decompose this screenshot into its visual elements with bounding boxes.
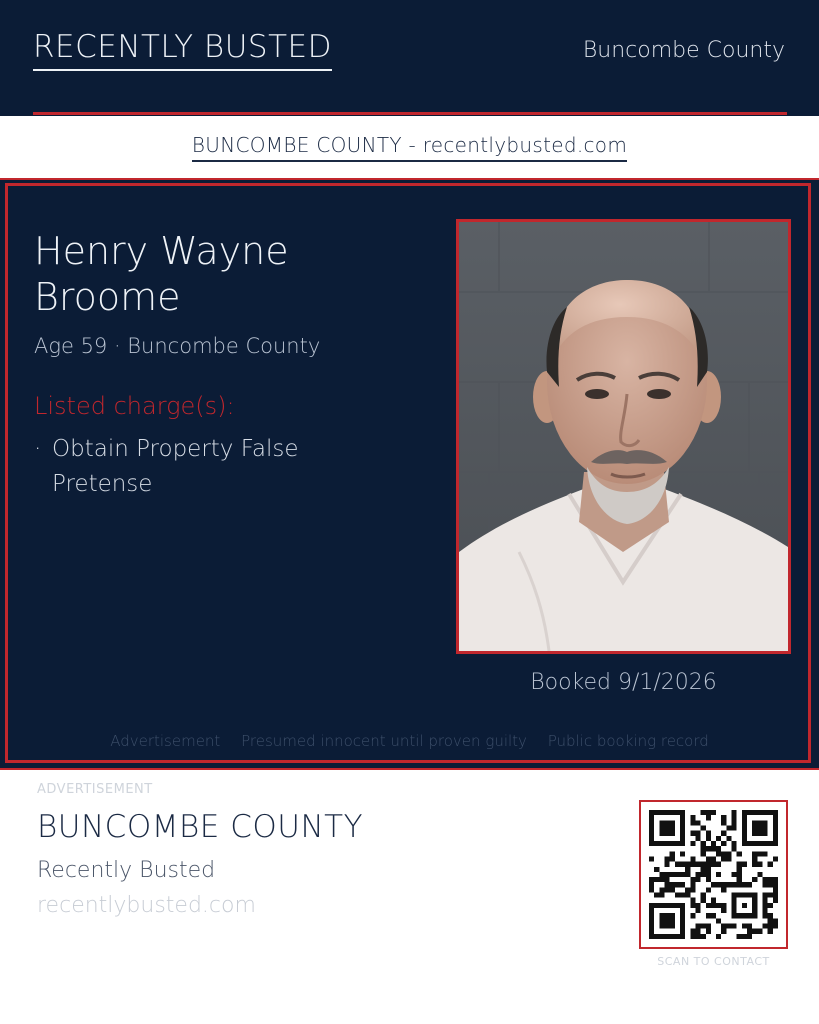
charge-list	[34, 432, 354, 502]
banner-text-row	[0, 133, 819, 162]
person-name-first: Henry Wayne	[34, 229, 289, 273]
disclaimer-presumed-innocent: Presumed innocent until proven guilty	[241, 732, 527, 750]
person-name	[34, 228, 414, 320]
ad-label: ADVERTISEMENT	[37, 782, 153, 797]
ad-county: BUNCOMBE COUNTY	[37, 809, 364, 845]
banner-link[interactable]: BUNCOMBE COUNTY - recentlybusted.com	[192, 133, 627, 162]
qr-code[interactable]	[639, 800, 788, 949]
ad-url-link[interactable]: recentlybusted.com	[37, 893, 256, 918]
ad-brand: Recently Busted	[37, 858, 216, 883]
disclaimer-public-record: Public booking record	[547, 732, 709, 750]
charges-label: Listed charge(s):	[34, 392, 235, 420]
charge-text: Obtain Property False Pretense	[52, 436, 299, 497]
booked-date: Booked 9/1/2026	[530, 670, 717, 695]
header-county: Buncombe County	[582, 38, 785, 63]
bullet-icon: ·	[34, 436, 42, 462]
header-divider	[33, 112, 787, 115]
brand-title: RECENTLY BUSTED	[33, 32, 332, 71]
mugshot-image	[459, 222, 788, 651]
person-meta: Age 59 · Buncombe County	[34, 334, 321, 358]
page-header	[0, 0, 819, 116]
mugshot-photo	[456, 219, 791, 654]
charge-item	[34, 432, 354, 502]
disclaimer-advertisement: Advertisement	[110, 732, 221, 750]
qr-code-icon	[649, 810, 778, 939]
person-name-last: Broome	[34, 275, 181, 319]
disclaimer-row	[0, 732, 819, 750]
qr-caption: SCAN TO CONTACT	[657, 955, 770, 968]
